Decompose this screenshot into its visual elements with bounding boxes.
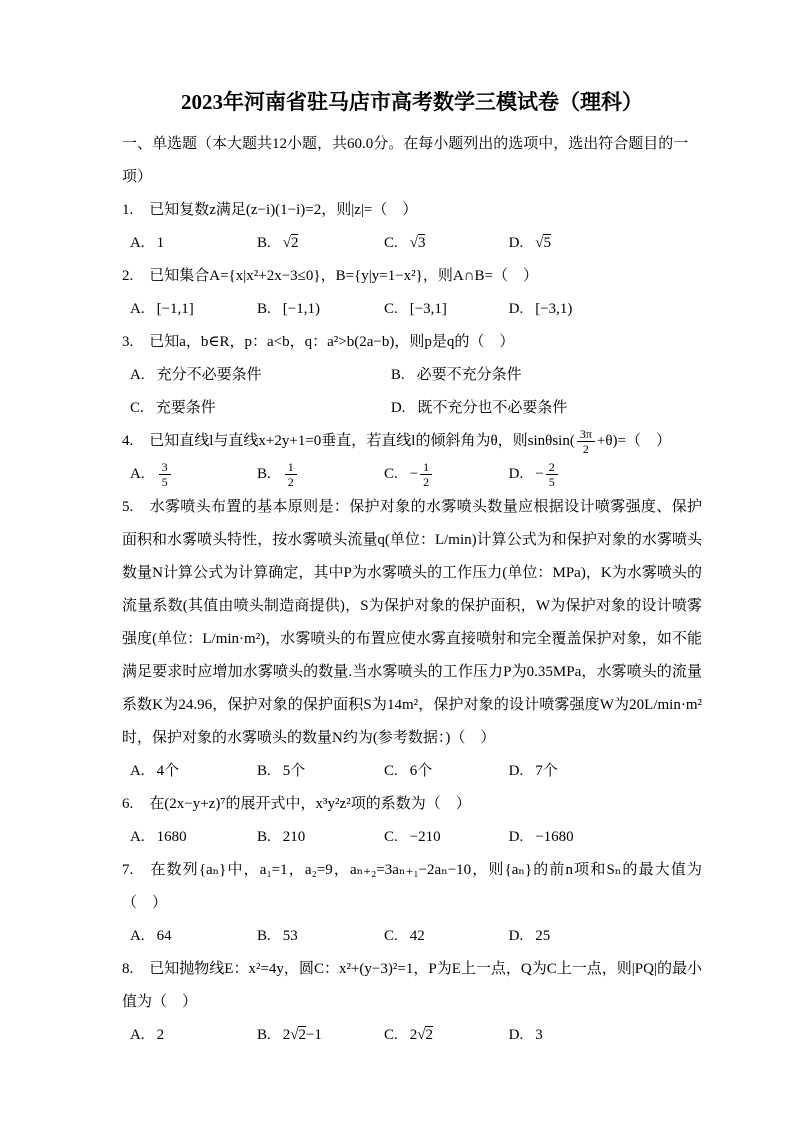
option-label: A. <box>130 466 145 482</box>
option-text: −210 <box>409 829 441 845</box>
option-d <box>509 227 702 260</box>
option-c <box>384 227 509 260</box>
sqrt-expression <box>283 234 299 251</box>
option-label: B. <box>390 367 405 383</box>
option-c <box>384 920 509 953</box>
fraction-numerator: 1 <box>420 460 432 475</box>
question-text: 已知复数z满足(z−i)(1−i)=2，则|z|=（ ） <box>149 202 418 218</box>
question-2-stem <box>122 260 702 293</box>
question-text: 已知抛物线E：x²=4y，圆C：x²+(y−3)²=1，P为E上一点，Q为C上一点，则|PQ|的最小值为（ ） <box>122 961 702 1010</box>
option-text: −1680 <box>535 829 574 845</box>
option-label: C. <box>130 400 144 416</box>
option-label: D. <box>508 235 524 251</box>
question-number: 8. <box>122 961 134 977</box>
radical-icon: √ <box>409 235 418 251</box>
option-text: 25 <box>535 928 551 944</box>
question-text: 在数列{aₙ}中，a₁=1，a₂=9，aₙ₊₂=3aₙ₊₁−2aₙ−10，则{aₙ}的前n项和Sₙ的最大值为（ ） <box>122 862 702 911</box>
question-5-stem <box>122 491 702 755</box>
option-b <box>257 920 384 953</box>
question-number: 6. <box>122 796 134 812</box>
option-d <box>509 920 702 953</box>
sqrt-expression <box>410 234 426 251</box>
option-label: B. <box>256 763 271 779</box>
option-d <box>509 458 702 491</box>
option-a <box>130 755 257 788</box>
option-text: [−1,1) <box>282 301 320 317</box>
question-number: 2. <box>122 268 134 284</box>
option-text: 充要条件 <box>155 400 216 416</box>
question-text: 已知直线l与直线x+2y+1=0垂直，若直线l的倾斜角为θ，则sinθsin( <box>149 433 575 449</box>
section-header: 一、单选题（本大题共12小题，共60.0分。在每小题列出的选项中，选出符合题目的一项） <box>122 136 689 185</box>
radical-icon: √ <box>417 1027 426 1043</box>
fraction-numerator: 3π <box>577 427 595 442</box>
option-a <box>130 1019 257 1052</box>
fraction-denominator: 2 <box>423 475 430 490</box>
question-number: 1. <box>122 202 134 218</box>
option-c <box>384 293 509 326</box>
question-8-stem <box>122 953 702 1019</box>
fraction <box>418 460 434 490</box>
fraction-denominator: 2 <box>582 442 589 457</box>
question-text: 水雾喷头布置的基本原则是：保护对象的水雾喷头数量应根据设计喷雾强度、保护面积和水雾喷头特性，按水雾喷头流量q(单位：L/min)计算公式为和保护对象的水雾喷头数量N计算公式为计算确定，其中P为水雾喷头的工作压力(单位：MPa)，K为水雾喷头的流量系数(其值由喷头制造商提供)，S为保护对象的保护面积，W为保护对象的设计喷雾强度(单位：L/min·m²)，水雾喷头的布置应使水雾直接喷射和完全覆盖保护对象，如不能满足要求时应增加水雾喷头的数量.当水雾喷头的工作压力P为0.35MPa，水雾喷头的流量系数K为24.96，保护对象的保护面积S为14m²，保护对象的设计喷雾强度W为20L/min·m²时，保护对象的水雾喷头的数量N约为(参考数据：)（ ） <box>122 499 702 746</box>
option-text: 3 <box>535 1027 543 1043</box>
option-b <box>257 458 384 491</box>
option-label: B. <box>256 928 271 944</box>
question-text: +θ)=（ ） <box>596 433 672 449</box>
option-label: D. <box>508 301 524 317</box>
option-b <box>257 821 384 854</box>
option-label: C. <box>383 928 398 944</box>
option-text: [−3,1) <box>535 301 573 317</box>
radicand: 2 <box>425 1027 433 1043</box>
option-text: 53 <box>282 928 298 944</box>
fraction-numerator: 3 <box>159 460 171 475</box>
question-8-options <box>122 1019 702 1052</box>
option-b <box>257 227 384 260</box>
question-1-stem <box>122 194 702 227</box>
option-text: −1 <box>305 1027 322 1043</box>
option-label: D. <box>390 400 406 416</box>
option-text: 1 <box>156 235 165 251</box>
radicand: 3 <box>417 235 426 251</box>
option-label: A. <box>130 235 145 251</box>
option-label: A. <box>130 928 145 944</box>
option-label: C. <box>383 235 398 251</box>
question-7 <box>122 854 702 953</box>
question-7-stem <box>122 854 702 920</box>
option-label: A. <box>130 829 145 845</box>
option-label: B. <box>256 829 271 845</box>
question-5 <box>122 491 702 788</box>
option-text: 2 <box>409 1027 418 1043</box>
fraction-sign: − <box>409 466 419 482</box>
question-6-options <box>122 821 702 854</box>
question-2 <box>122 260 702 326</box>
option-c <box>384 458 509 491</box>
question-3 <box>122 326 702 425</box>
question-1 <box>122 194 702 260</box>
fraction-sign: − <box>535 466 544 482</box>
option-text: [−3,1] <box>409 301 447 317</box>
option-text: 42 <box>409 928 425 944</box>
option-a <box>130 821 257 854</box>
fraction-denominator: 2 <box>287 475 294 490</box>
radicand: 5 <box>543 235 551 251</box>
option-text: 5个 <box>282 763 306 779</box>
question-2-options <box>122 293 702 326</box>
option-c <box>384 1019 509 1052</box>
question-text: 在(2x−y+z)⁷的展开式中，x³y²z²项的系数为（ ） <box>149 796 471 812</box>
option-text: [−1,1] <box>156 301 194 317</box>
question-text: 已知a，b∈R，p：a<b，q：a²>b(2a−b)，则p是q的（ ） <box>149 334 515 350</box>
option-label: A. <box>130 763 145 779</box>
option-b <box>257 293 384 326</box>
question-7-options <box>122 920 702 953</box>
option-c <box>130 392 391 425</box>
option-b <box>391 359 702 392</box>
radicand: 2 <box>298 1027 306 1043</box>
fraction-denominator: 5 <box>161 475 168 490</box>
option-label: C. <box>383 301 398 317</box>
option-text: 必要不充分条件 <box>416 367 522 383</box>
option-label: D. <box>508 466 524 482</box>
question-6-stem <box>122 788 702 821</box>
option-b <box>257 755 384 788</box>
option-text: 2 <box>282 1027 291 1043</box>
option-text: 210 <box>282 829 306 845</box>
option-label: A. <box>130 367 145 383</box>
option-label: A. <box>130 1027 145 1043</box>
option-d <box>509 821 702 854</box>
fraction <box>283 460 299 490</box>
option-label: C. <box>383 829 398 845</box>
option-label: D. <box>508 829 524 845</box>
option-label: C. <box>383 1027 398 1043</box>
sqrt-expression <box>535 234 551 251</box>
question-number: 3. <box>122 334 134 350</box>
option-a <box>130 227 257 260</box>
option-a <box>130 359 391 392</box>
question-3-options <box>122 359 702 425</box>
fraction <box>157 460 173 490</box>
question-text: 已知集合A={x|x²+2x−3≤0}，B={y|y=1−x²}，则A∩B=（ ） <box>149 268 539 284</box>
option-text: 1680 <box>156 829 187 845</box>
question-5-options <box>122 755 702 788</box>
option-label: C. <box>383 763 398 779</box>
option-a <box>130 920 257 953</box>
radicand: 2 <box>290 235 299 251</box>
option-label: D. <box>508 1027 524 1043</box>
exam-title: 2023年河南省驻马店市高考数学三模试卷（理科） <box>181 90 643 114</box>
option-text: 64 <box>156 928 172 944</box>
option-label: B. <box>256 235 271 251</box>
question-number: 5. <box>122 499 134 515</box>
option-label: B. <box>256 301 271 317</box>
option-b <box>257 1019 384 1052</box>
option-c <box>384 821 509 854</box>
fraction <box>544 460 560 490</box>
option-d <box>509 755 702 788</box>
option-label: D. <box>508 928 524 944</box>
option-d <box>509 293 702 326</box>
option-text: 6个 <box>409 763 433 779</box>
sqrt-expression <box>417 1026 433 1043</box>
option-a <box>130 293 257 326</box>
fraction-denominator: 5 <box>548 475 555 490</box>
question-4-options <box>122 458 702 491</box>
question-6 <box>122 788 702 854</box>
radical-icon: √ <box>535 235 544 251</box>
fraction-numerator: 2 <box>546 460 558 475</box>
question-number: 7. <box>122 862 134 878</box>
option-label: D. <box>508 763 524 779</box>
fraction-numerator: 1 <box>285 460 297 475</box>
option-label: A. <box>130 301 145 317</box>
option-label: C. <box>383 466 398 482</box>
option-text: 7个 <box>535 763 558 779</box>
option-text: 4个 <box>156 763 180 779</box>
question-number: 4. <box>122 433 134 449</box>
option-c <box>384 755 509 788</box>
option-text: 2 <box>156 1027 165 1043</box>
option-d <box>509 1019 702 1052</box>
fraction <box>575 427 597 457</box>
option-d <box>391 392 702 425</box>
question-4 <box>122 425 702 491</box>
radical-icon: √ <box>282 235 291 251</box>
option-a <box>130 458 257 491</box>
question-4-stem <box>122 425 702 458</box>
option-text: 既不充分也不必要条件 <box>417 400 568 416</box>
question-8 <box>122 953 702 1052</box>
radical-icon: √ <box>290 1027 299 1043</box>
question-3-stem <box>122 326 702 359</box>
option-text: 充分不必要条件 <box>156 367 262 383</box>
question-1-options <box>122 227 702 260</box>
option-label: B. <box>256 466 271 482</box>
option-label: B. <box>256 1027 271 1043</box>
sqrt-expression <box>290 1026 306 1043</box>
